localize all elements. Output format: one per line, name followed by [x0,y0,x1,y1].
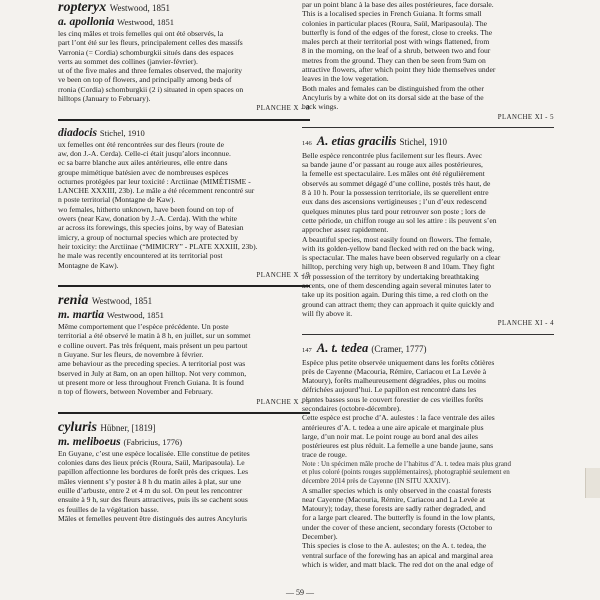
species-number: 147 [302,346,312,354]
section-divider [58,119,310,121]
left-column [58,0,310,523]
text-line: ascents, one of them descending again several minutes later to [302,281,491,291]
text-line: December). [302,532,338,542]
genus-heading [58,420,310,436]
genus-author: Hübner, [1819] [100,422,156,433]
text-line: colonies in particular places (Roura, Saül, Maripasoula). The [302,18,488,28]
species-heading [58,127,310,140]
text-line: for a large part cleared. The butterfly is found in the low plants, [302,513,495,523]
text-line: near Cayenne (Macouria, Rémire, Cariacou and La Levée at [302,494,486,504]
text-line: Espèce plus petite observée uniquement dans les forêts côtières [302,357,495,367]
text-line: under the cover of these ancient, secondary forests (October to [302,522,493,532]
text-line: butterfly is fond of the edges of the forest, close to creeks. The [302,27,493,37]
text-line: back wings. [302,102,339,112]
genus-heading [58,0,310,16]
text-line: rronia (Cordia) schomburgkii (2 i) situated in open spaces on [58,84,244,94]
text-line: Matoury); today, these forests are sadly rather degraded, and [302,504,486,514]
text-line: eux dans des ascensions vertigineuses ; l’un d’eux redescend [302,197,487,207]
text-line: quelques minutes plus tard pour retrouver son poste ; lors de [302,206,486,216]
species-heading [58,436,310,449]
text-line: he male was recently encountered at its territorial post [58,251,223,261]
text-line: heir toxicity: the Arctiinae (“MIMICRY” - PLATE XXXIII, 23b). [58,241,258,251]
species-text [302,486,554,570]
note-line: et plus coloré (points rouges supplémentaires), photographié seulement en [302,468,510,477]
text-line: papillon affectionne les bordures de forêt près des criques. Les [58,467,249,477]
text-line: hilltop, perching very high up, between 8 and 10am. They fight [302,262,495,272]
species-name: m. meliboeus [58,435,121,448]
text-line: verts au sommet des collines (janvier-février). [58,56,198,66]
genus-author: Westwood, 1851 [91,296,153,307]
note-line: décembre 2014 près de Cayenne (IN SITU XXXIV). [302,476,451,485]
text-line: ame behaviour as the preceding species. A territorial post was [58,359,246,369]
species-author: Westwood, 1851 [106,310,164,321]
text-line: ux femelles ont été rencontrées sur des fleurs (route de [58,139,224,149]
species-author: Stichel, 1910 [399,136,448,147]
species-heading [58,16,310,29]
text-line: ventral surface of the forewing has an apical and marginal area [302,550,493,560]
text-line: will fly above it. [302,308,353,318]
species-name: diadocis [58,126,97,139]
species-author: (Cramer, 1777) [371,343,427,354]
text-line: Ancyluris by a white dot on its dorsal side at the base of the [302,92,484,102]
species-text [302,358,554,460]
text-line: large, d’un noir mat. Le point rouge au bord anal des ailes [302,431,478,441]
text-line: es feuilles de la végétation basse. [58,504,159,514]
page-number: 59 [296,588,304,597]
right-column [302,0,554,569]
page-thumb-tab [585,468,600,498]
text-line: ut present more or less throughout French Guiana. It is found [58,377,244,387]
species-heading [58,309,310,322]
species-text [58,449,310,523]
text-line: males perch at their territorial post with wings flattened, from [302,37,490,47]
text-line: cette période, un chiffon rouge au sol les attire : ils peuvent s’en [302,215,497,225]
text-line: Même comportement que l’espèce précédente. Un poste [58,322,229,332]
text-line: Mâles et femelles peuvent être distingués des autres Ancyluris [58,513,247,523]
text-line: En Guyane, c’est une espèce localisée. Elle constitue de petites [58,448,250,458]
text-line: A smaller species which is only observed in the coastal forests [302,485,492,495]
text-line: Montagne de Kaw). [58,260,119,270]
species-heading [302,341,554,358]
text-line: ensuite à 9 h, sur des fleurs attractives, puis ils se cachent sous [58,495,248,505]
species-name: m. martia [58,309,105,322]
text-line: approcher assez rapidement. [302,225,389,235]
species-text [58,322,310,396]
text-line: colonies dans des lieux précis (Roura, Saül, Maripasoula). Le [58,458,245,468]
species-number: 146 [302,139,312,147]
text-line: This species is close to the A. aulestes; on the A. t. tedea, the [302,541,487,551]
species-text [302,151,554,318]
species-text [58,29,310,103]
text-line: Matoury), forêts malheureusement dégradées, plus ou moins [302,376,486,386]
text-line: ar across its forewings, this species joins, by way of Batesian [58,223,244,233]
text-line: Belle espèce rencontrée plus facilement sur les fleurs. Avec [302,150,483,160]
text-line: imicry, a group of nocturnal species which are protected by [58,232,239,242]
text-line: ut of the five males and three females observed, the majority [58,66,243,76]
page-footer: — 59 — [286,588,314,597]
text-line: with its golden-yellow band flecked with red on the back wing, [302,243,495,253]
species-text [302,0,554,112]
text-line: part l’ont été sur les fleurs, principalement celles des massifs [58,38,243,48]
text-line: attractive flowers, after which point they hide themselves under [302,65,496,75]
text-line: e colline ouvert. Pas très fréquent, mais présent un peu partout [58,340,248,350]
text-line: is spectacular. The males have been observed regularly on a clear [302,253,501,263]
note-line: Note : Un spécimen mâle proche de l’habitus d’A. t. tedea mais plus grand [302,459,511,468]
text-line: owers (near Kaw, donation by J.-A. Cerda). With the white [58,214,237,224]
text-line: take up its position again. During this time, a red cloth on the [302,290,489,300]
text-line: octurnes protégées par leur toxicité : Arctiinae (MIMÉTISME - [58,176,251,186]
text-line: wo females, hitherto unknown, have been found on top of [58,204,234,214]
plate-reference: PLANCHE X - 5 [256,398,310,406]
text-line: groupe mimétique batésien avec de nombreuses espèces [58,167,229,177]
text-line: postérieures est plus réduit. La femelle a une bande jaune, sans [302,441,494,451]
text-line: Varronia (= Cordia) schomburgkii situés dans des espaces [58,47,234,57]
text-line: territorial a été observé le matin à 8 h, en juillet, sur un sommet [58,331,251,341]
genus-name: renia [58,293,89,309]
text-line: ve been on top of flowers, and principally among beds of [58,75,232,85]
plate-reference: PLANCHE XI - 4 [497,320,554,328]
species-text [58,140,310,270]
species-name: A. t. tedea [316,340,369,355]
text-line: défrichées aujourd’hui. Le papillon est rencontré dans les [302,385,477,395]
footnote [302,460,554,486]
text-line: metres from the ground. They can then be seen from 9am on [302,55,486,65]
text-line: plantes basses sous le couvert forestier de ces vieilles forêts [302,394,484,404]
text-line: par un point blanc à la base des ailes postérieures, face dorsale. [302,0,494,9]
text-line: la femelle est spectaculaire. Les mâles ont été régulièrement [302,169,485,179]
text-line: which is wider, and matt black. The red dot on the anal edge of [302,559,494,569]
text-line: 8 in the morning, on the leaf of a shrub, between two and four [302,46,491,56]
species-author: (Fabricius, 1776) [123,436,183,447]
genus-name: ropteryx [58,0,107,15]
text-line: observés au sommet dégagé d’une colline, postés très haut, de [302,178,491,188]
text-line: Both males and females can be distinguished from the other [302,83,484,93]
section-divider [58,412,310,414]
text-line: n Guyane. Sur les fleurs, de novembre à février. [58,350,204,360]
text-line: antérieures d’A. t. tedea a une aire apicale et marginale plus [302,422,484,432]
species-author: Westwood, 1851 [117,17,175,27]
section-divider [58,285,310,287]
species-name: a. apollonia [58,16,115,28]
species-author: Stichel, 1910 [99,127,145,138]
text-line: ec sa barre blanche aux ailes antérieures, elle entre dans [58,158,228,168]
text-line: trace de rouge. [302,450,347,460]
text-line: 8 à 10 h. Pour la possession territoriale, ils se querellent entre [302,188,489,198]
text-line: sa bande jaune d’or passant au rouge aux ailes postérieures, [302,160,483,170]
plate-reference: PLANCHE X - 8 [256,105,310,113]
text-line: for possession of the territory by undertaking breathtaking [302,271,479,281]
text-line: Cette espèce est proche d’A. aulestes : la face ventrale des ailes [302,413,495,423]
genus-heading [58,293,310,309]
section-divider [302,334,554,335]
text-line: les cinq mâles et trois femelles qui ont été observés, la [58,29,224,38]
text-line: secondaires (octobre-décembre). [302,403,402,413]
text-line: hilltops (January to February). [58,94,151,104]
genus-author: Westwood, 1851 [109,3,170,13]
text-line: ground can attract them; they can approach it quite quickly and [302,299,494,309]
species-name: A. etias gracilis [316,133,397,148]
species-heading [302,134,554,151]
text-line: leaves in the low vegetation. [302,74,389,84]
section-divider [302,127,554,128]
text-line: près de Cayenne (Macouria, Rémire, Cariacou et La Levée à [302,366,487,376]
text-line: A beautiful species, most easily found on flowers. The female, [302,234,492,244]
text-line: euille d’arbuste, entre 2 et 4 m du sol. On peut les rencontrer [58,485,243,495]
text-line: n poste territorial (Montagne de Kaw). [58,195,176,205]
text-line: aw, don J.-A. Cerda). Celle-ci était jusqu’alors inconnue. [58,148,231,158]
genus-name: cyluris [58,419,97,435]
plate-reference: PLANCHE X - 9 [256,271,310,279]
text-line: mâles viennent s’y poster à 8 h du matin ailes à plat, sur une [58,476,242,486]
text-line: bserved in July at 8am, on an open hilltop. Not very common, [58,368,247,378]
text-line: This is a localised species in French Guiana. It forms small [302,9,482,19]
text-line: n top of flowers, between November and February. [58,387,213,397]
text-line: LANCHE XXXIII, 23b). Le mâle a été récemment rencontré sur [58,186,255,196]
plate-reference: PLANCHE XI - 5 [497,113,554,121]
